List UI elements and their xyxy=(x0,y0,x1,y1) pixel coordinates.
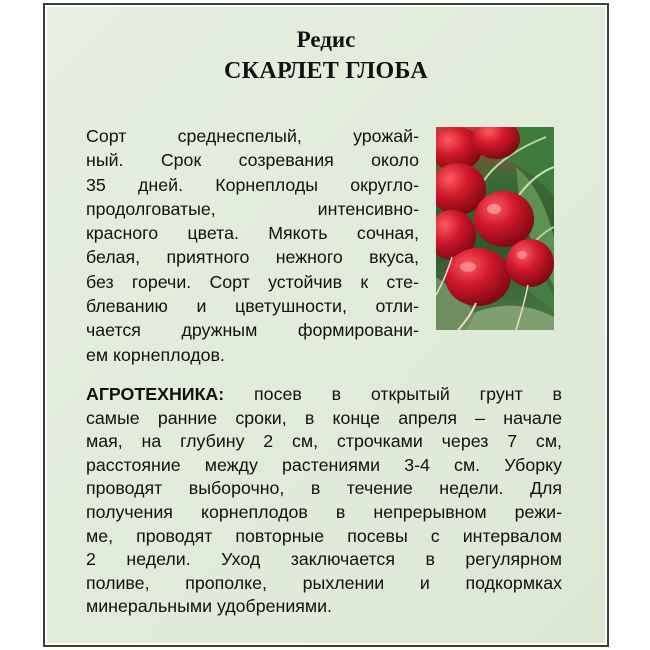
agrotechnics-line-rest: посев в открытый грунт в xyxy=(254,384,562,404)
description-line: 35 дней. Корнеплоды округло- xyxy=(86,174,419,195)
agrotechnics-line: мая, на глубину 2 см, строчками через 7 см, xyxy=(86,431,562,452)
agrotechnics-line: ме, проводят повторные посевы с интервалом xyxy=(86,525,562,546)
agrotechnics-line: самые ранние сроки, в конце апреля – начале xyxy=(86,407,562,428)
seed-packet-card xyxy=(47,7,605,643)
agrotechnics-line: минеральными удобрениями. xyxy=(86,596,332,617)
variety-name-title: СКАРЛЕТ ГЛОБА xyxy=(223,58,428,84)
agrotechnics-heading: АГРОТЕХНИКА: xyxy=(86,384,225,404)
description-line: ем корнеплодов. xyxy=(86,344,225,365)
description-line: без горечи. Сорт устойчив к сте- xyxy=(86,271,419,292)
agrotechnics-line: получения корнеплодов в непрерывном режи- xyxy=(86,501,562,522)
agrotechnics-line: проводят выборочно, в течение недели. Для xyxy=(86,478,562,499)
description-line: ный. Срок созревания около xyxy=(86,150,419,171)
agrotechnics-line xyxy=(86,383,562,407)
agrotechnics-line: 2 недели. Уход заключается в регулярном xyxy=(86,549,562,570)
description-line: Сорт среднеспелый, урожай- xyxy=(86,126,419,146)
variety-crop-title: Редис xyxy=(296,27,356,52)
radish-photo-icon xyxy=(436,127,554,330)
agrotechnics-line: расстояние между растениями 3-4 см. Уборку xyxy=(86,454,562,475)
agrotechnics-line: поливе, прополке, рыхлении и подкормках xyxy=(86,572,562,593)
description-line: чается дружным формировани- xyxy=(86,320,419,341)
description-line: блеванию и цветушности, отли- xyxy=(86,296,419,317)
agrotechnics-section xyxy=(86,383,562,619)
description-line: продолговатые, интенсивно- xyxy=(86,198,419,219)
variety-description xyxy=(86,124,419,367)
description-line: белая, приятного нежного вкуса, xyxy=(86,247,419,268)
description-line: красного цвета. Мякоть сочная, xyxy=(86,223,419,244)
